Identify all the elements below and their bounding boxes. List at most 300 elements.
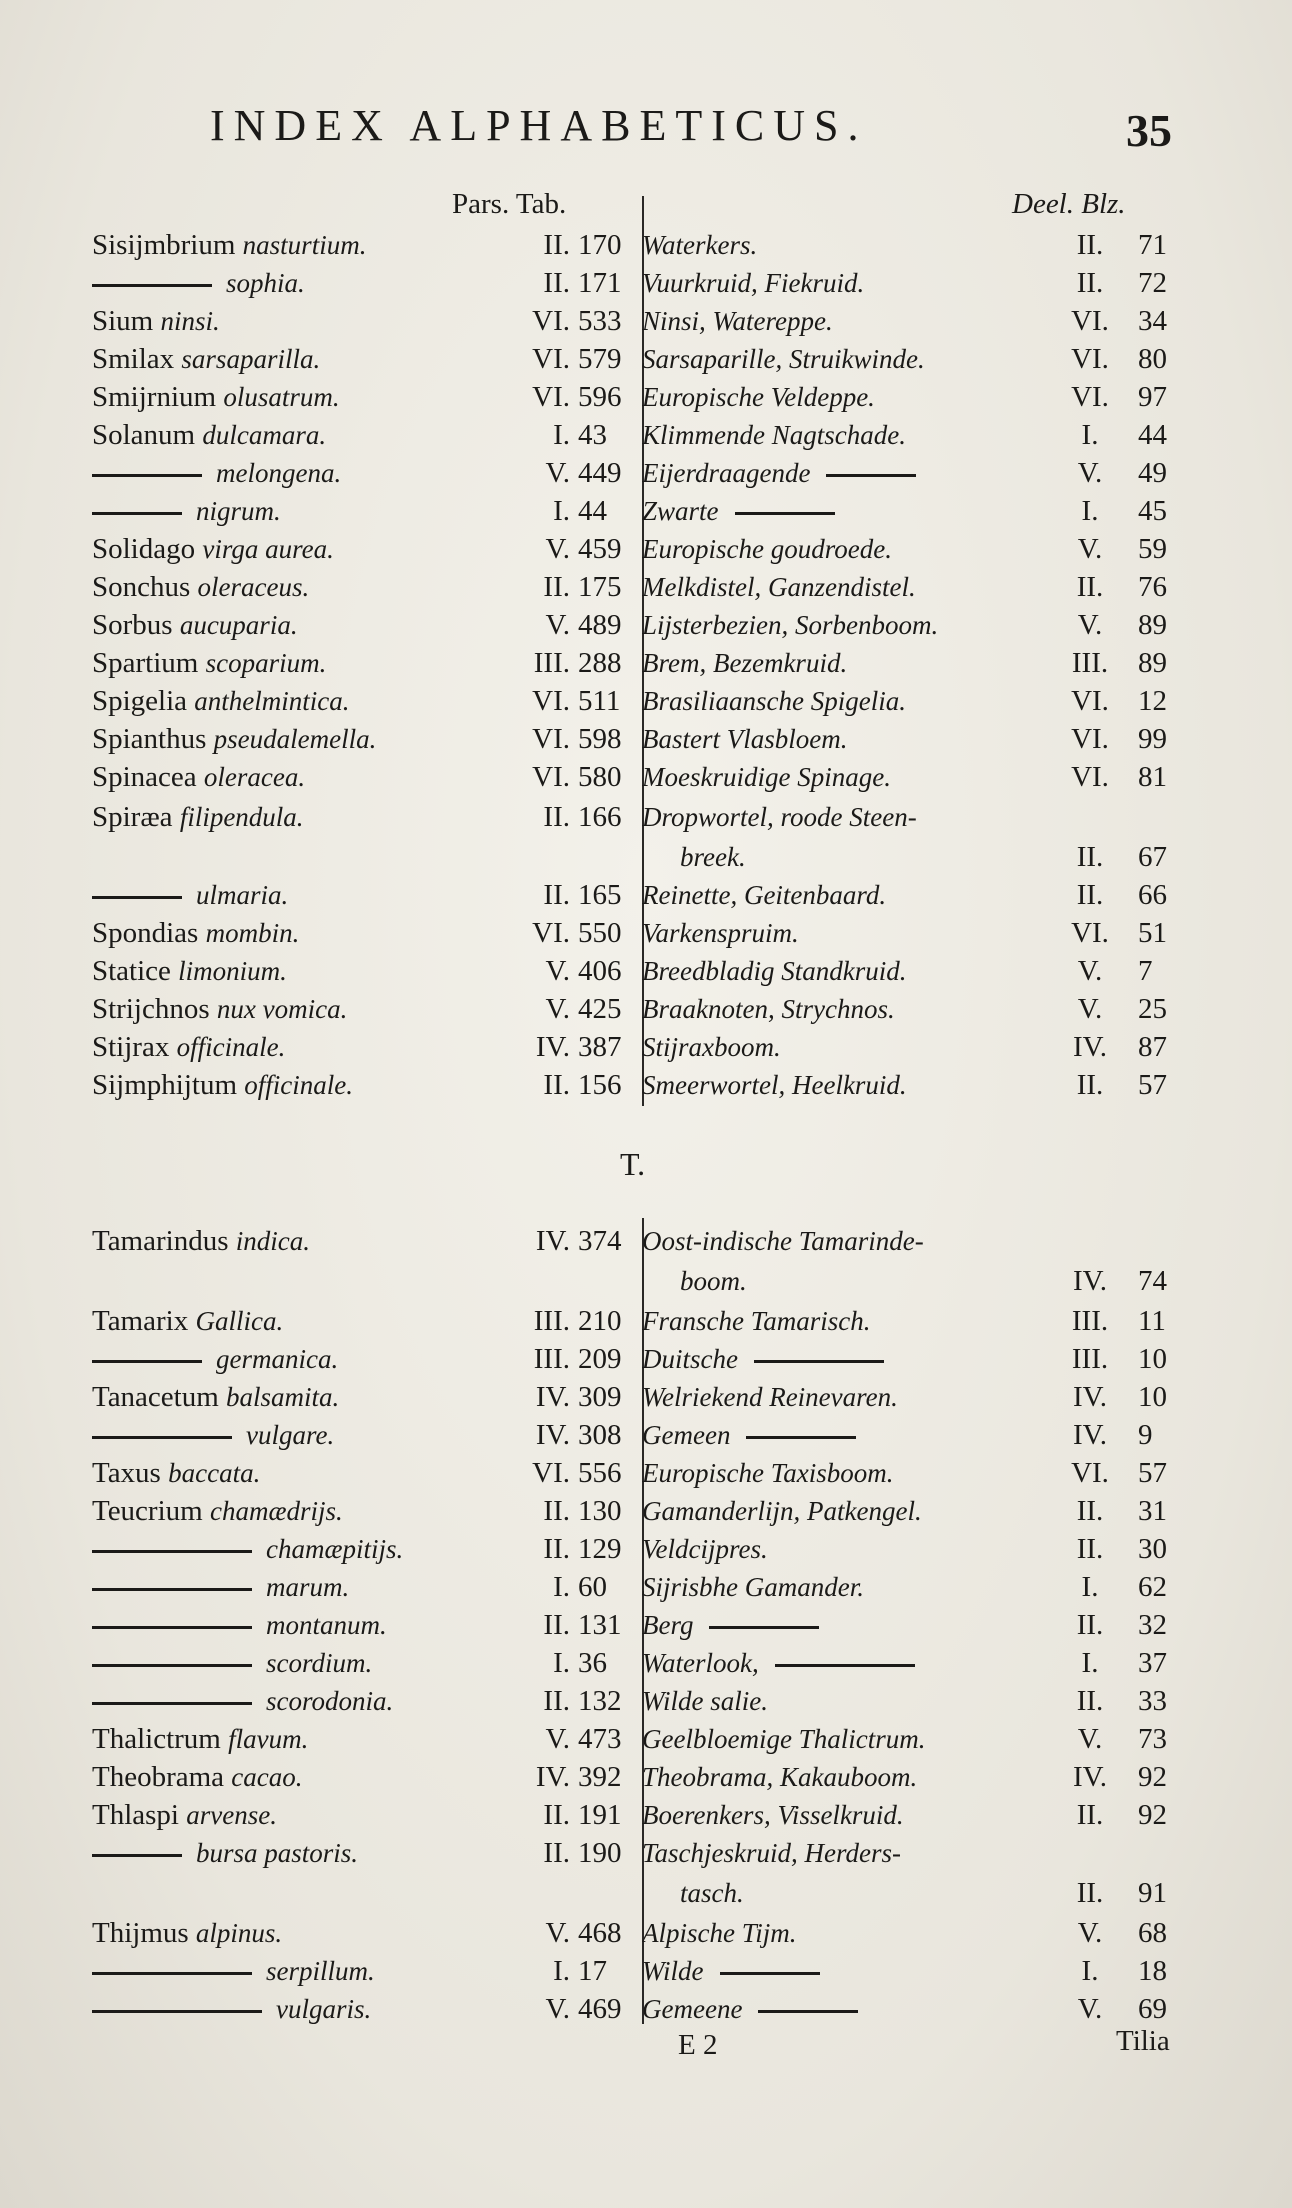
table-row [92, 1028, 1202, 1066]
dutch-name: boom. [680, 1266, 747, 1296]
dutch-name: Taschjeskruid, Herders- [642, 1838, 901, 1868]
tab-value: 210 [578, 1305, 622, 1337]
latin-name [92, 876, 492, 914]
latin-name [92, 1378, 492, 1416]
deel-value: II. [1076, 1685, 1104, 1717]
ditto-dash [92, 1436, 232, 1439]
table-row [92, 1952, 1202, 1990]
blz-value: 81 [1138, 761, 1167, 793]
latin-name [92, 1530, 492, 1568]
species: montanum. [266, 1610, 387, 1640]
dutch-name: Veldcijpres. [642, 1534, 768, 1564]
deel-value: III. [1071, 1305, 1109, 1337]
latin-name [92, 914, 492, 952]
blz-value: 7 [1138, 955, 1153, 987]
table-row [92, 1492, 1202, 1530]
tab-value: 44 [578, 495, 607, 527]
pars-value: I. [553, 419, 570, 451]
tab-value: 425 [578, 993, 622, 1025]
tab-value: 309 [578, 1381, 622, 1413]
column-header-deel-blz: Deel. Blz. [1012, 188, 1126, 220]
dutch-name: Europische Veldeppe. [642, 382, 875, 412]
deel-value: IV. [1072, 1031, 1108, 1063]
ditto-dash [709, 1626, 819, 1629]
deel-value: VI. [1071, 723, 1109, 755]
dutch-name: Brasiliaansche Spigelia. [642, 686, 906, 716]
table-row [92, 720, 1202, 758]
species: nux vomica. [216, 994, 348, 1024]
ditto-dash [92, 1664, 252, 1667]
genus: Smilax [92, 343, 182, 375]
deel-value: II. [1076, 1799, 1104, 1831]
pars-value: VI. [532, 1457, 570, 1489]
pars-value: IV. [535, 1419, 570, 1451]
blz-value: 12 [1138, 685, 1167, 717]
table-row [92, 758, 1202, 796]
tab-value: 406 [578, 955, 622, 987]
ditto-dash [92, 1972, 252, 1975]
table-row [92, 798, 1202, 836]
tab-value: 392 [578, 1761, 622, 1793]
table-row [92, 644, 1202, 682]
tab-value: 171 [578, 267, 622, 299]
table-row [92, 1302, 1202, 1340]
deel-value: II. [1076, 1609, 1104, 1641]
tab-value: 129 [578, 1533, 622, 1565]
species: Gallica. [195, 1306, 284, 1336]
dutch-name: Dropwortel, roode Steen- [642, 802, 917, 832]
table-row [92, 492, 1202, 530]
blz-value: 11 [1138, 1305, 1166, 1337]
table-row [92, 1682, 1202, 1720]
deel-value: VI. [1071, 343, 1109, 375]
genus: Spartium [92, 647, 206, 679]
pars-value: VI. [532, 305, 570, 337]
pars-value: VI. [532, 723, 570, 755]
pars-value: V. [545, 955, 570, 987]
tab-value: 209 [578, 1343, 622, 1375]
species: officinale. [244, 1070, 354, 1100]
table-row [92, 454, 1202, 492]
dutch-name: Gemeen [642, 1416, 1052, 1454]
pars-value: VI. [532, 685, 570, 717]
genus: Strijchnos [92, 993, 217, 1025]
genus: Tamarix [92, 1305, 196, 1337]
blz-value: 69 [1138, 1993, 1167, 2025]
deel-value: VI. [1071, 761, 1109, 793]
species: arvense. [186, 1800, 277, 1830]
latin-name [92, 1952, 492, 1990]
deel-value: VI. [1071, 685, 1109, 717]
genus: Spondias [92, 917, 206, 949]
dutch-name: Oost-indische Tamarinde- [642, 1226, 924, 1256]
tab-value: 556 [578, 1457, 622, 1489]
ditto-dash [92, 2010, 262, 2013]
deel-value: VI. [1071, 381, 1109, 413]
table-row [92, 530, 1202, 568]
blz-value: 18 [1138, 1955, 1167, 1987]
latin-name [92, 1454, 492, 1492]
tab-value: 36 [578, 1647, 607, 1679]
blz-value: 9 [1138, 1419, 1153, 1451]
genus: Solidago [92, 533, 203, 565]
tab-value: 579 [578, 343, 622, 375]
signature-mark: E 2 [678, 2029, 718, 2061]
blz-value: 34 [1138, 305, 1167, 337]
table-row [92, 682, 1202, 720]
blz-value: 68 [1138, 1917, 1167, 1949]
latin-name [92, 264, 492, 302]
blz-value: 59 [1138, 533, 1167, 565]
dutch-name: Wilde salie. [642, 1686, 768, 1716]
dutch-name: Zwarte [642, 492, 1052, 530]
dutch-name: Brem, Bezemkruid. [642, 648, 848, 678]
table-row [92, 1066, 1202, 1104]
deel-value: II. [1076, 879, 1104, 911]
deel-value: IV. [1072, 1265, 1108, 1297]
dutch-name: Berg [642, 1606, 1052, 1644]
dutch-name: Europische Taxisboom. [642, 1458, 894, 1488]
pars-value: V. [545, 457, 570, 489]
table-row [92, 1416, 1202, 1454]
table-row [92, 914, 1202, 952]
pars-value: IV. [535, 1761, 570, 1793]
latin-name [92, 1914, 492, 1952]
table-row [92, 416, 1202, 454]
blz-value: 33 [1138, 1685, 1167, 1717]
deel-value: IV. [1072, 1761, 1108, 1793]
deel-value: I. [1081, 495, 1099, 527]
pars-value: VI. [532, 343, 570, 375]
pars-value: II. [543, 1685, 570, 1717]
latin-name [92, 1568, 492, 1606]
species: nigrum. [196, 496, 281, 526]
latin-name [92, 226, 492, 264]
species: flavum. [228, 1724, 309, 1754]
table-row [92, 1796, 1202, 1834]
deel-value: II. [1076, 1495, 1104, 1527]
genus: Sonchus [92, 571, 198, 603]
table-row [92, 568, 1202, 606]
tab-value: 459 [578, 533, 622, 565]
dutch-name: Boerenkers, Visselkruid. [642, 1800, 904, 1830]
table-row [92, 302, 1202, 340]
dutch-name: Ninsi, Watereppe. [642, 306, 833, 336]
species: oleraceus. [197, 572, 310, 602]
deel-value: V. [1077, 955, 1103, 987]
deel-value: VI. [1071, 305, 1109, 337]
genus: Tanacetum [92, 1381, 227, 1413]
tab-value: 550 [578, 917, 622, 949]
blz-value: 10 [1138, 1343, 1167, 1375]
pars-value: V. [545, 1917, 570, 1949]
deel-value: IV. [1072, 1419, 1108, 1451]
latin-name [92, 606, 492, 644]
genus: Sorbus [92, 609, 180, 641]
blz-value: 67 [1138, 841, 1167, 873]
tab-value: 156 [578, 1069, 622, 1101]
pars-value: II. [543, 1799, 570, 1831]
table-row [92, 340, 1202, 378]
genus: Thlaspi [92, 1799, 187, 1831]
pars-value: VI. [532, 761, 570, 793]
table-row [92, 1378, 1202, 1416]
deel-value: I. [1081, 1955, 1099, 1987]
dutch-name: Wilde [642, 1952, 1052, 1990]
table-row [92, 1262, 1202, 1300]
latin-name [92, 1606, 492, 1644]
dutch-name: Klimmende Nagtschade. [642, 420, 906, 450]
dutch-name: Welriekend Reinevaren. [642, 1382, 898, 1412]
latin-name [92, 1416, 492, 1454]
latin-name [92, 1720, 492, 1758]
species: filipendula. [179, 802, 304, 832]
blz-value: 73 [1138, 1723, 1167, 1755]
ditto-dash [758, 2010, 858, 2013]
ditto-dash [92, 1854, 182, 1857]
deel-value: II. [1076, 841, 1104, 873]
pars-value: IV. [535, 1031, 570, 1063]
genus: Thijmus [92, 1917, 196, 1949]
table-row [92, 1454, 1202, 1492]
deel-value: I. [1081, 419, 1099, 451]
tab-value: 130 [578, 1495, 622, 1527]
blz-value: 76 [1138, 571, 1167, 603]
species: chamædrijs. [209, 1496, 343, 1526]
blz-value: 92 [1138, 1761, 1167, 1793]
dutch-name: Melkdistel, Ganzendistel. [642, 572, 916, 602]
species: anthelmintica. [194, 686, 350, 716]
species: virga aurea. [202, 534, 334, 564]
tab-value: 288 [578, 647, 622, 679]
dutch-name: Gemeene [642, 1990, 1052, 2028]
species: baccata. [168, 1458, 261, 1488]
species: limonium. [178, 956, 287, 986]
pars-value: I. [553, 1571, 570, 1603]
dutch-name: Waterlook, [642, 1644, 1052, 1682]
tab-value: 489 [578, 609, 622, 641]
table-row [92, 264, 1202, 302]
species: ulmaria. [196, 880, 289, 910]
table-row [92, 1834, 1202, 1872]
table-row [92, 1720, 1202, 1758]
table-row [92, 378, 1202, 416]
tab-value: 468 [578, 1917, 622, 1949]
pars-value: II. [543, 879, 570, 911]
genus: Thalictrum [92, 1723, 229, 1755]
deel-value: V. [1077, 1993, 1103, 2025]
dutch-name: Lijsterbezien, Sorbenboom. [642, 610, 939, 640]
blz-value: 44 [1138, 419, 1167, 451]
pars-value: II. [543, 267, 570, 299]
pars-value: II. [543, 1533, 570, 1565]
table-row [92, 1530, 1202, 1568]
deel-value: II. [1076, 1877, 1104, 1909]
species: scoparium. [205, 648, 327, 678]
blz-value: 57 [1138, 1069, 1167, 1101]
species: serpillum. [266, 1956, 375, 1986]
blz-value: 66 [1138, 879, 1167, 911]
deel-value: II. [1076, 571, 1104, 603]
genus: Taxus [92, 1457, 169, 1489]
genus: Sijmphijtum [92, 1069, 245, 1101]
ditto-dash [92, 1550, 252, 1553]
ditto-dash [735, 512, 835, 515]
pars-value: I. [553, 1955, 570, 1987]
pars-value: III. [533, 1343, 570, 1375]
dutch-name: Varkenspruim. [642, 918, 799, 948]
table-row [92, 1914, 1202, 1952]
page-number: 35 [1126, 105, 1172, 156]
species: chamæpitijs. [266, 1534, 404, 1564]
dutch-name: Fransche Tamarisch. [642, 1306, 871, 1336]
pars-value: II. [543, 1609, 570, 1641]
deel-value: V. [1077, 533, 1103, 565]
pars-value: II. [543, 1837, 570, 1869]
latin-name [92, 758, 492, 796]
deel-value: V. [1077, 993, 1103, 1025]
latin-name [92, 568, 492, 606]
latin-name [92, 682, 492, 720]
deel-value: II. [1076, 1069, 1104, 1101]
species: sophia. [226, 268, 305, 298]
table-row [92, 990, 1202, 1028]
blz-value: 89 [1138, 647, 1167, 679]
latin-name [92, 1644, 492, 1682]
deel-value: IV. [1072, 1381, 1108, 1413]
ditto-dash [92, 284, 212, 287]
table-row [92, 1568, 1202, 1606]
ditto-dash [720, 1972, 820, 1975]
deel-value: II. [1076, 267, 1104, 299]
blz-value: 80 [1138, 343, 1167, 375]
deel-value: V. [1077, 1723, 1103, 1755]
species: officinale. [176, 1032, 286, 1062]
deel-value: II. [1076, 229, 1104, 261]
table-row [92, 1758, 1202, 1796]
table-row [92, 1222, 1202, 1260]
blz-value: 71 [1138, 229, 1167, 261]
latin-name [92, 454, 492, 492]
table-row [92, 1644, 1202, 1682]
deel-value: I. [1081, 1647, 1099, 1679]
tab-value: 580 [578, 761, 622, 793]
species: vulgaris. [276, 1994, 372, 2024]
blz-value: 97 [1138, 381, 1167, 413]
genus: Spianthus [92, 723, 214, 755]
species: cacao. [231, 1762, 303, 1792]
pars-value: II. [543, 229, 570, 261]
blz-value: 25 [1138, 993, 1167, 1025]
latin-name [92, 1834, 492, 1872]
tab-value: 43 [578, 419, 607, 451]
pars-value: V. [545, 1993, 570, 2025]
dutch-name: Duitsche [642, 1340, 1052, 1378]
pars-value: I. [553, 1647, 570, 1679]
latin-name [92, 1222, 492, 1260]
latin-name [92, 1492, 492, 1530]
table-row [92, 1606, 1202, 1644]
tab-value: 131 [578, 1609, 622, 1641]
latin-name [92, 302, 492, 340]
pars-value: II. [543, 1495, 570, 1527]
species: aucuparia. [179, 610, 298, 640]
blz-value: 89 [1138, 609, 1167, 641]
table-row [92, 606, 1202, 644]
blz-value: 99 [1138, 723, 1167, 755]
species: vulgare. [246, 1420, 335, 1450]
blz-value: 32 [1138, 1609, 1167, 1641]
species: scorodonia. [266, 1686, 394, 1716]
latin-name [92, 952, 492, 990]
deel-value: III. [1071, 1343, 1109, 1375]
latin-name [92, 1796, 492, 1834]
genus: Stijrax [92, 1031, 177, 1063]
pars-value: III. [533, 647, 570, 679]
dutch-name: Geelbloemige Thalictrum. [642, 1724, 926, 1754]
table-row [92, 952, 1202, 990]
dutch-name: Gamanderlijn, Patkengel. [642, 1496, 922, 1526]
tab-value: 533 [578, 305, 622, 337]
species: germanica. [216, 1344, 339, 1374]
latin-name [92, 1340, 492, 1378]
deel-value: V. [1077, 1917, 1103, 1949]
genus: Spigelia [92, 685, 195, 717]
latin-name [92, 798, 492, 836]
ditto-dash [775, 1664, 915, 1667]
dutch-name: breek. [680, 842, 746, 872]
ditto-dash [92, 896, 182, 899]
tab-value: 469 [578, 1993, 622, 2025]
latin-name [92, 990, 492, 1028]
tab-value: 170 [578, 229, 622, 261]
species: olusatrum. [223, 382, 340, 412]
pars-value: II. [543, 801, 570, 833]
pars-value: II. [543, 571, 570, 603]
deel-value: VI. [1071, 917, 1109, 949]
dutch-name: Moeskruidige Spinage. [642, 762, 891, 792]
ditto-dash [92, 1588, 252, 1591]
tab-value: 387 [578, 1031, 622, 1063]
blz-value: 72 [1138, 267, 1167, 299]
blz-value: 74 [1138, 1265, 1167, 1297]
species: pseudalemella. [213, 724, 377, 754]
species: indica. [235, 1226, 310, 1256]
table-row [92, 1340, 1202, 1378]
tab-value: 17 [578, 1955, 607, 1987]
genus: Spiræa [92, 801, 180, 833]
dutch-name: Eijerdraagende [642, 454, 1052, 492]
dutch-name: Sijrisbhe Gamander. [642, 1572, 864, 1602]
pars-value: VI. [532, 381, 570, 413]
blz-value: 57 [1138, 1457, 1167, 1489]
deel-value: II. [1076, 1533, 1104, 1565]
genus: Tamarindus [92, 1225, 236, 1257]
latin-name [92, 1302, 492, 1340]
catchword: Tilia [1116, 2025, 1170, 2057]
genus: Theobrama [92, 1761, 232, 1793]
species: balsamita. [226, 1382, 340, 1412]
species: ninsi. [160, 306, 220, 336]
latin-name [92, 644, 492, 682]
ditto-dash [826, 474, 916, 477]
column-header-pars-tab: Pars. Tab. [452, 188, 567, 220]
page-title: INDEX ALPHABETICUS. [210, 101, 868, 150]
species: mombin. [205, 918, 300, 948]
blz-value: 49 [1138, 457, 1167, 489]
tab-value: 166 [578, 801, 622, 833]
section-letter-t: T. [620, 1146, 646, 1182]
